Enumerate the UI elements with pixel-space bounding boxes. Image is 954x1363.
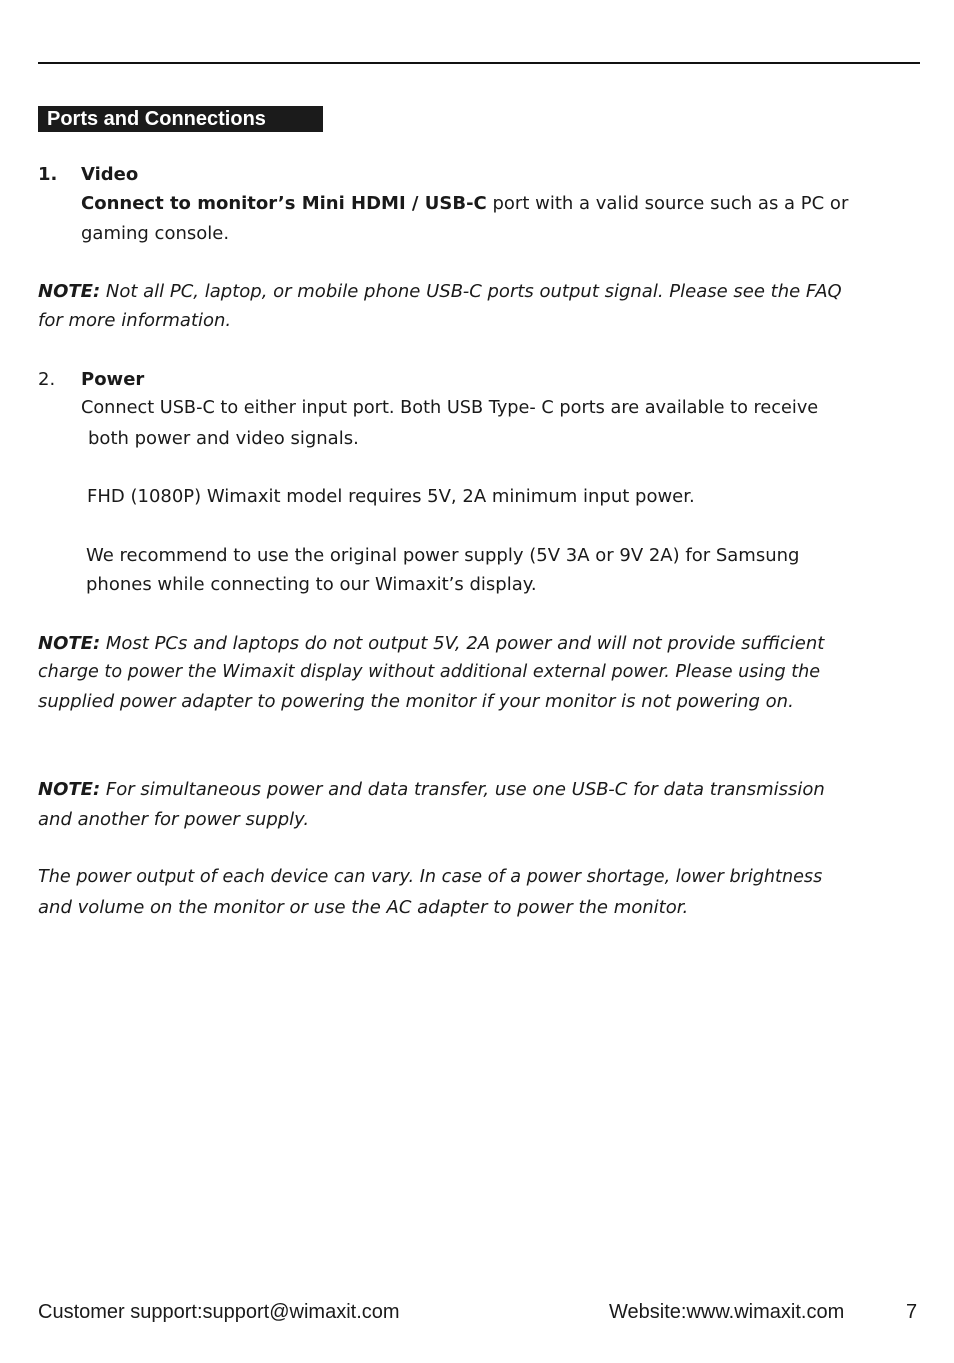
video-text-rest: port with a valid source such as a PC or [486, 193, 849, 214]
power-paragraph-1-line2: both power and video signals. [88, 428, 359, 449]
video-bold-lead: Connect to monitor’s Mini HDMI / USB-C [81, 193, 487, 214]
note-2-line1: NOTE: Most PCs and laptops do not output 5V, 2A power and will not provide sufficient [38, 633, 825, 654]
note-3-line2: and another for power supply. [38, 809, 310, 830]
power-paragraph-2: FHD (1080P) Wimaxit model requires 5V, 2A minimum input power. [87, 486, 695, 507]
top-rule [38, 62, 920, 64]
page-number: 7 [906, 1301, 918, 1323]
note-4-line1: The power output of each device can vary. In case of a power shortage, lower brightness [38, 867, 823, 887]
video-instruction-line1 [81, 189, 848, 219]
note-2-label: NOTE: [38, 633, 101, 654]
item-heading-power: Power [81, 369, 145, 390]
item-heading-video: Video [81, 164, 139, 185]
footer-support-email: Customer support:support@wimaxit.com [38, 1301, 400, 1323]
note-1-line1: NOTE: Not all PC, laptop, or mobile phone USB-C ports output signal. Please see the FAQ [38, 281, 842, 302]
note-4-line2: and volume on the monitor or use the AC adapter to power the monitor. [38, 897, 689, 918]
note-2-line2: charge to power the Wimaxit display without additional external power. Please using the [38, 662, 821, 682]
note-3-label: NOTE: [38, 779, 101, 800]
note-3-line1: NOTE: For simultaneous power and data transfer, use one USB-C for data transmission [38, 779, 825, 800]
note-1-line2: for more information. [38, 310, 232, 331]
power-paragraph-3-line1: We recommend to use the original power supply (5V 3A or 9V 2A) for Samsung [86, 545, 800, 566]
video-instruction-line2: gaming console. [81, 223, 230, 244]
note-2-line3: supplied power adapter to powering the monitor if your monitor is not powering on. [38, 691, 794, 712]
power-paragraph-3-line2: phones while connecting to our Wimaxit’s display. [86, 574, 537, 595]
footer-website: Website:www.wimaxit.com [609, 1301, 845, 1323]
section-title: Ports and Connections [38, 106, 323, 132]
note-1-label: NOTE: [38, 281, 101, 302]
item-number-video: 1. [38, 164, 58, 185]
item-number-power: 2. [38, 369, 56, 390]
power-paragraph-1-line1: Connect USB-C to either input port. Both USB Type- C ports are available to receive [81, 398, 819, 418]
